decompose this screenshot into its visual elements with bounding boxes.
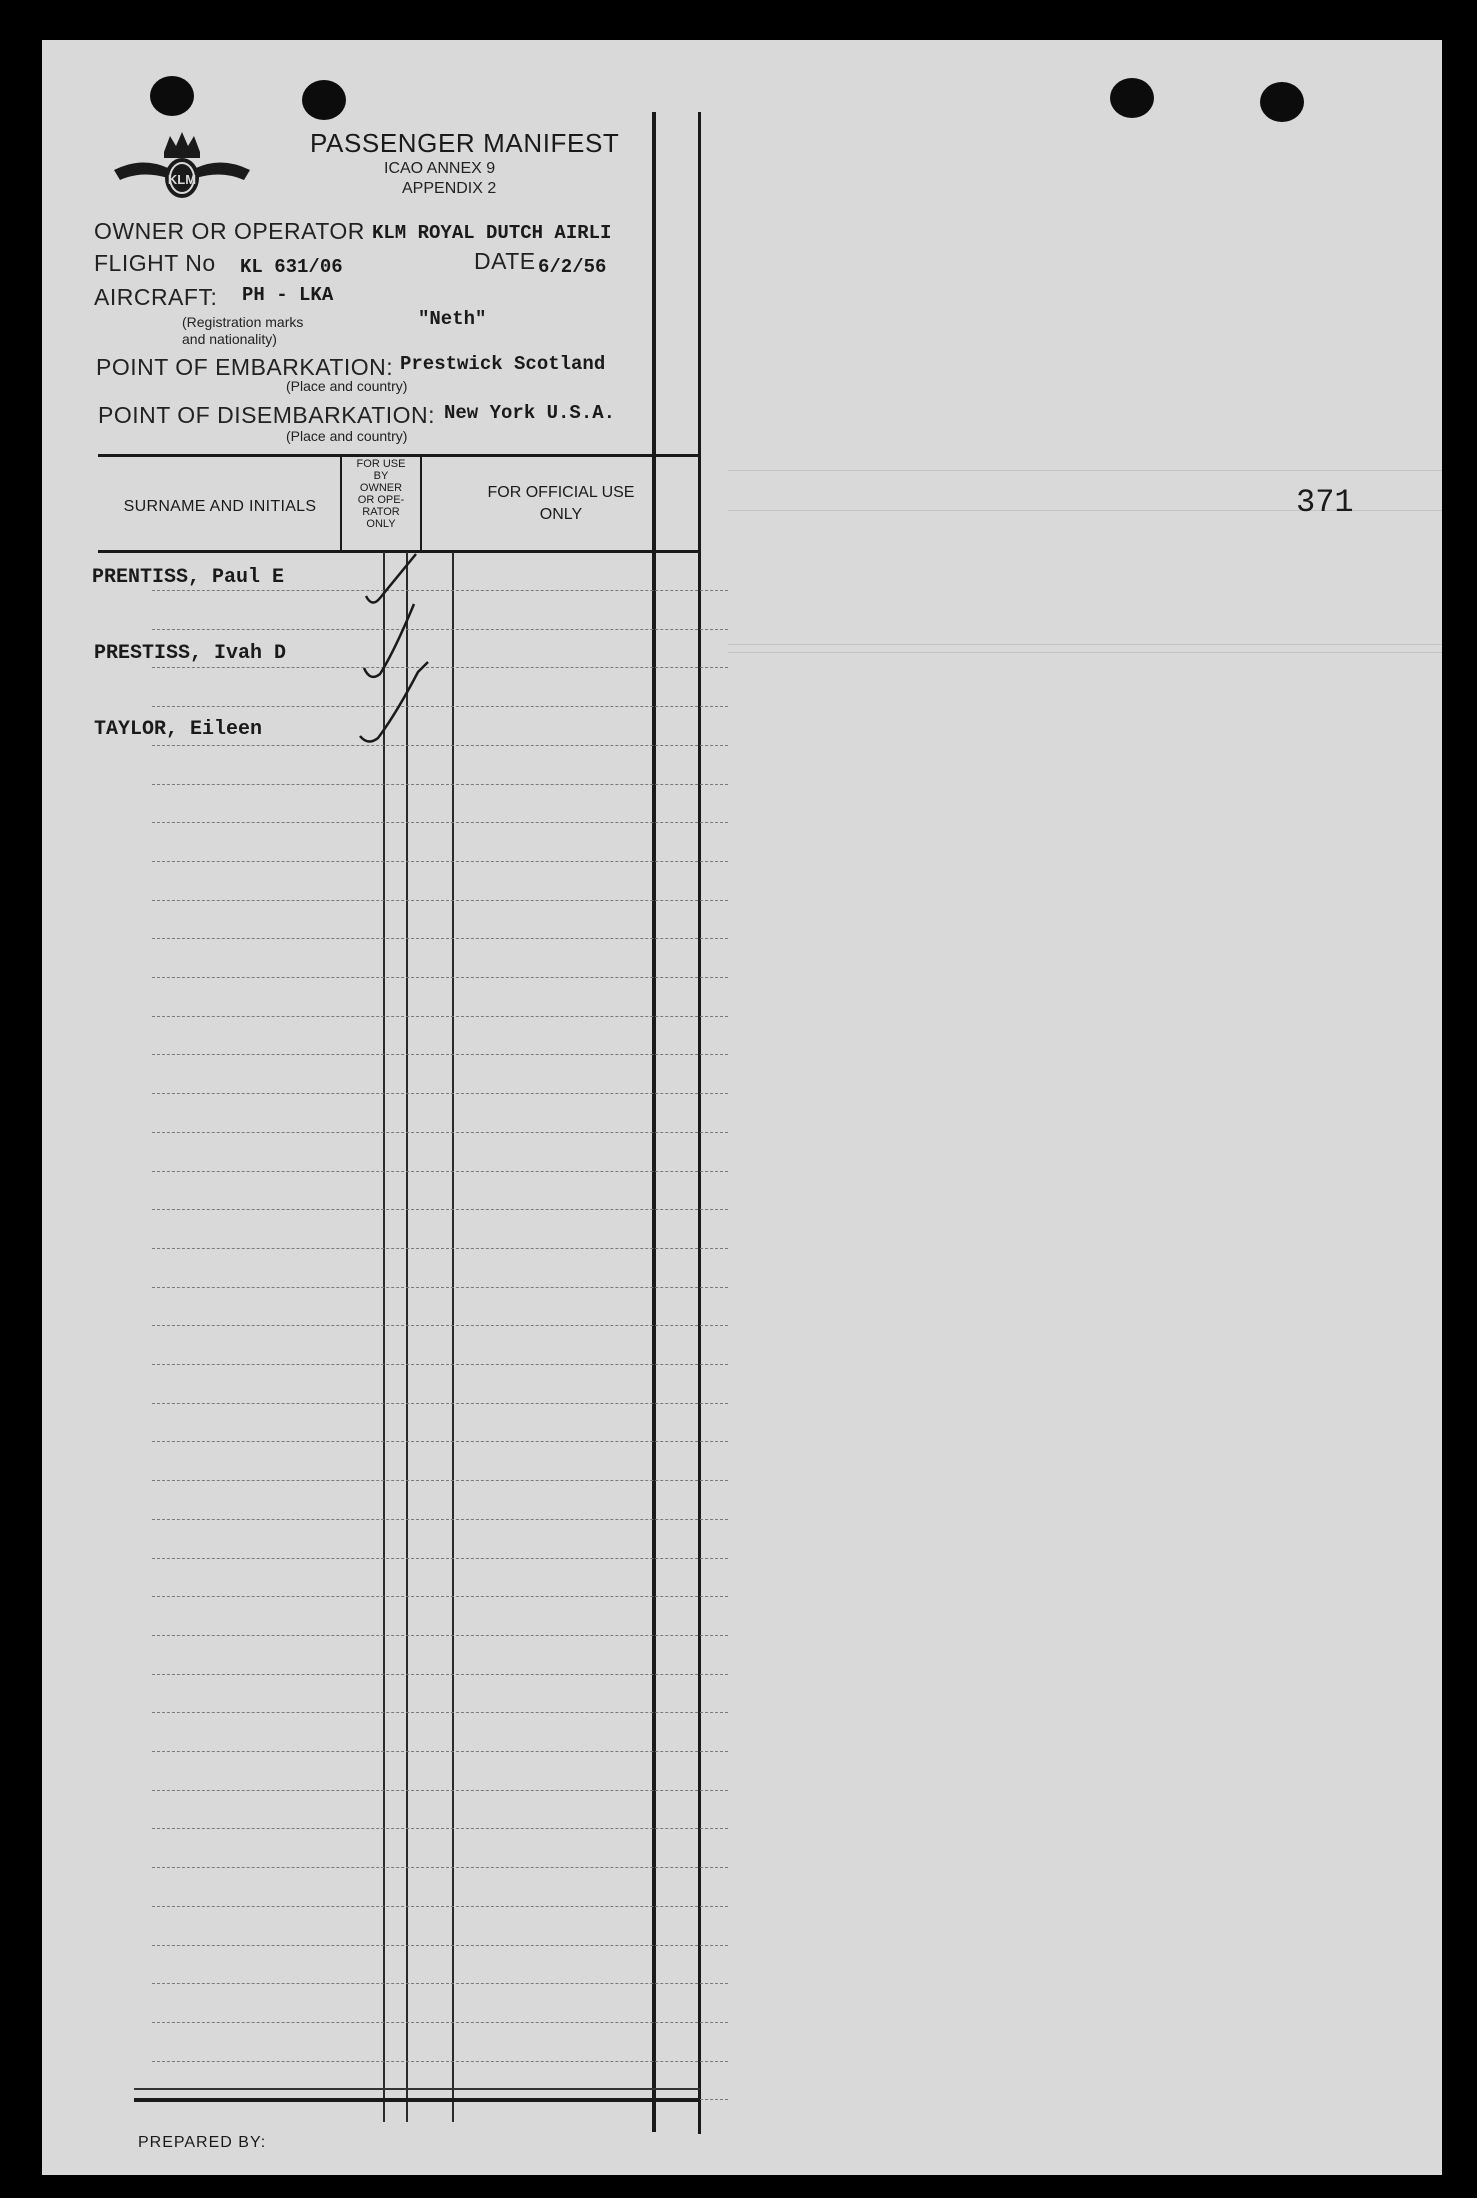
ruled-line <box>152 861 728 862</box>
ruled-line <box>152 1751 728 1752</box>
disembark-value: New York U.S.A. <box>444 402 616 424</box>
ruled-line <box>152 1325 728 1326</box>
ruled-line <box>152 1287 728 1288</box>
ruled-line <box>152 1480 728 1481</box>
passenger-name: PRESTISS, Ivah D <box>94 642 287 665</box>
appendix: APPENDIX 2 <box>402 180 497 197</box>
ruled-line <box>152 1403 728 1404</box>
prepared-by-label: PREPARED BY: <box>138 2134 267 2151</box>
flight-value: KL 631/06 <box>240 256 343 278</box>
embark-note: (Place and country) <box>286 378 408 394</box>
klm-crown-logo <box>112 120 252 220</box>
ruled-line <box>152 1364 728 1365</box>
date-label: DATE <box>474 248 536 274</box>
ruled-line <box>152 2061 728 2062</box>
bottom-rule <box>134 2098 700 2102</box>
svg-text:KLM: KLM <box>167 172 197 187</box>
ruled-line <box>152 1519 728 1520</box>
ruled-line <box>152 1906 728 1907</box>
ruled-line <box>152 1867 728 1868</box>
aircraft-note: (Registration marks and nationality) <box>182 314 304 347</box>
page-number: 371 <box>1296 484 1354 521</box>
passenger-name: TAYLOR, Eileen <box>94 718 263 741</box>
ruled-line <box>152 1209 728 1210</box>
flight-label: FLIGHT No <box>94 250 216 276</box>
passenger-name: PRENTISS, Paul E <box>92 566 285 589</box>
ruled-line <box>152 1054 728 1055</box>
punch-hole <box>302 80 346 120</box>
disembark-note: (Place and country) <box>286 428 408 444</box>
ruled-line <box>152 938 728 939</box>
ruled-line <box>152 1596 728 1597</box>
ruled-line <box>152 1558 728 1559</box>
ruled-line <box>152 1983 728 1984</box>
owner-label: OWNER OR OPERATOR <box>94 218 365 244</box>
ruled-line <box>152 1171 728 1172</box>
column-header-owner-use: FOR USE BY OWNER OR OPE- RATOR ONLY <box>356 458 406 530</box>
embark-label: POINT OF EMBARKATION: <box>96 354 394 380</box>
ruled-line <box>152 1093 728 1094</box>
aircraft-label: AIRCRAFT: <box>94 284 218 310</box>
aircraft-value: PH - LKA <box>242 284 334 306</box>
ruled-line <box>152 1712 728 1713</box>
punch-hole <box>150 76 194 116</box>
bottom-rule-dashed <box>134 2088 700 2090</box>
column-header-surname: SURNAME AND INITIALS <box>123 498 317 515</box>
check-mark-icon <box>358 540 468 800</box>
date-value: 6/2/56 <box>538 256 607 278</box>
ruled-line <box>152 1132 728 1133</box>
faint-rule <box>728 470 1442 471</box>
form-right-border-inner <box>698 470 701 2134</box>
ruled-line <box>152 822 728 823</box>
punch-hole <box>1110 78 1154 118</box>
column-header-official-use: FOR OFFICIAL USE ONLY <box>487 484 635 523</box>
ruled-line <box>152 1828 728 1829</box>
embark-value: Prestwick Scotland <box>400 353 606 375</box>
form-right-border-outer <box>698 112 701 472</box>
ruled-line <box>152 1945 728 1946</box>
icao-annex: ICAO ANNEX 9 <box>384 160 496 177</box>
ruled-line <box>152 1674 728 1675</box>
ruled-line <box>152 1248 728 1249</box>
ruled-line <box>152 1016 728 1017</box>
ruled-line <box>152 1635 728 1636</box>
owner-value: KLM ROYAL DUTCH AIRLI <box>372 222 612 244</box>
ruled-line <box>152 900 728 901</box>
ruled-line <box>152 1441 728 1442</box>
manifest-title: PASSENGER MANIFEST <box>310 128 620 158</box>
manifest-sheet <box>42 40 1442 2175</box>
ruled-line <box>152 2022 728 2023</box>
faint-rule <box>728 644 1442 645</box>
col-divider-2 <box>420 454 422 552</box>
punch-hole <box>1260 82 1304 122</box>
header-top-rule <box>98 454 701 457</box>
nationality-value: "Neth" <box>418 308 487 330</box>
ruled-line <box>152 977 728 978</box>
disembark-label: POINT OF DISEMBARKATION: <box>98 402 436 428</box>
faint-rule <box>728 652 1442 653</box>
ruled-line <box>152 1790 728 1791</box>
